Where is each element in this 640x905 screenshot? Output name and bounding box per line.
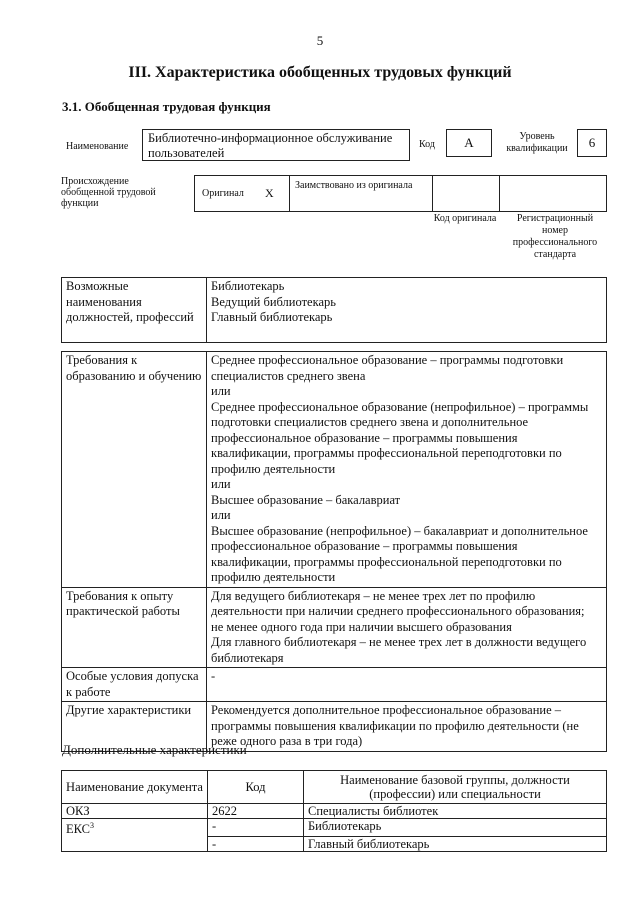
- requirement-label: Другие характеристики: [62, 702, 207, 752]
- requirement-label: Требования к опыту практической работы: [62, 587, 207, 668]
- requirement-line: реже одного раза в три года): [211, 734, 363, 748]
- row-name: Главный библиотекарь: [304, 836, 607, 851]
- footnote-mark: 3: [90, 821, 94, 830]
- code-caption: Код оригинала: [433, 213, 497, 224]
- requirement-line: Рекомендуется дополнительное профессиональное образование –: [211, 703, 562, 717]
- level-value: 6: [577, 129, 607, 157]
- requirement-line: Среднее профессиональное образование (непрофильное) – программы: [211, 399, 589, 414]
- requirement-label: Требования к образованию и обучению: [62, 352, 207, 588]
- origin-label: Происхождение обобщенной трудовой функции: [61, 176, 156, 209]
- requirement-line: специалистов среднего звена: [211, 368, 366, 383]
- page-number: 5: [316, 33, 324, 48]
- column-header-code: Код: [208, 771, 304, 804]
- requirement-line: библиотекаря: [211, 650, 284, 665]
- requirement-line: Среднее профессиональное образование – программы подготовки: [211, 353, 564, 367]
- reg-caption: Регистрационный номер профессионального стандарта: [512, 213, 598, 260]
- requirement-line: программы повышения квалификации по профилю деятельности (не: [211, 718, 579, 733]
- requirements-table: [61, 351, 607, 752]
- requirement-special-conditions: [62, 668, 607, 702]
- positions-table: [61, 277, 607, 343]
- requirement-experience: [62, 587, 607, 668]
- row-name: Специалисты библиотек: [304, 804, 607, 819]
- requirement-line: деятельности при наличии среднего профессионального образования;: [211, 604, 585, 618]
- position-item: Библиотекарь: [211, 279, 285, 293]
- requirement-label: Особые условия допуска к работе: [62, 668, 207, 702]
- requirement-line: Высшее образование – бакалавриат: [211, 492, 401, 507]
- requirement-line: профессиональное образование – программы повышения: [211, 539, 518, 553]
- requirement-line: или: [211, 384, 231, 398]
- position-item: Ведущий библиотекарь: [211, 294, 336, 309]
- requirement-line: Высшее образование (непрофильное) – бакалавриат и дополнительное: [211, 523, 588, 538]
- origin-box: [194, 175, 607, 212]
- section-title: III. Характеристика обобщенных трудовых функций: [128, 64, 512, 81]
- name-label: Наименование: [66, 141, 129, 152]
- table-row: [62, 819, 607, 837]
- requirement-line: Для главного библиотекаря – не менее трех лет в должности ведущего: [211, 635, 587, 649]
- row-document: ЕКС: [66, 822, 90, 837]
- row-name: Библиотекарь: [304, 819, 607, 837]
- table-row: [62, 804, 607, 819]
- additional-table: [61, 770, 607, 852]
- row-document: [62, 836, 208, 851]
- requirement-line: или: [211, 477, 231, 491]
- row-code: 2622: [208, 804, 304, 819]
- requirement-line: квалификации, программы профессиональной переподготовки по: [211, 446, 562, 460]
- row-code: -: [208, 819, 304, 837]
- original-label: Оригинал: [202, 188, 244, 199]
- requirement-line: профилю деятельности: [211, 570, 336, 584]
- borrowed-label: Заимствовано из оригинала: [295, 180, 413, 191]
- code-value: A: [446, 129, 492, 157]
- requirement-line: профилю деятельности: [211, 461, 336, 476]
- requirement-line: не менее одного года при наличии высшего образования: [211, 619, 512, 634]
- requirement-line: или: [211, 508, 231, 522]
- requirement-education: [62, 352, 607, 588]
- position-item: Главный библиотекарь: [211, 310, 333, 324]
- column-header-name: Наименование базовой группы, должности (профессии) или специальности: [304, 771, 607, 804]
- additional-title: Дополнительные характеристики: [62, 742, 247, 757]
- requirement-line: Для ведущего библиотекаря – не менее трех лет по профилю: [211, 588, 536, 603]
- table-row: [62, 836, 607, 851]
- row-code: -: [208, 836, 304, 851]
- row-document: ОКЗ: [62, 804, 208, 819]
- subsection-title: 3.1. Обобщенная трудовая функция: [62, 99, 271, 114]
- name-value: Библиотечно-информационное обслуживание пользователей: [142, 129, 410, 161]
- table-header-row: [62, 771, 607, 804]
- level-label: Уровень квалификации: [506, 131, 568, 154]
- positions-label: Возможные наименования должностей, профессий: [62, 278, 207, 343]
- positions-values: [207, 278, 607, 343]
- original-mark: X: [265, 186, 274, 200]
- requirement-line: подготовки специалистов среднего звена и дополнительное: [211, 415, 529, 429]
- code-label: Код: [419, 139, 435, 150]
- requirement-line: -: [211, 669, 216, 683]
- requirement-line: квалификации, программы профессиональной переподготовки по: [211, 554, 562, 569]
- requirement-line: профессиональное образование – программы повышения: [211, 430, 518, 445]
- column-header-document: Наименование документа: [62, 771, 208, 804]
